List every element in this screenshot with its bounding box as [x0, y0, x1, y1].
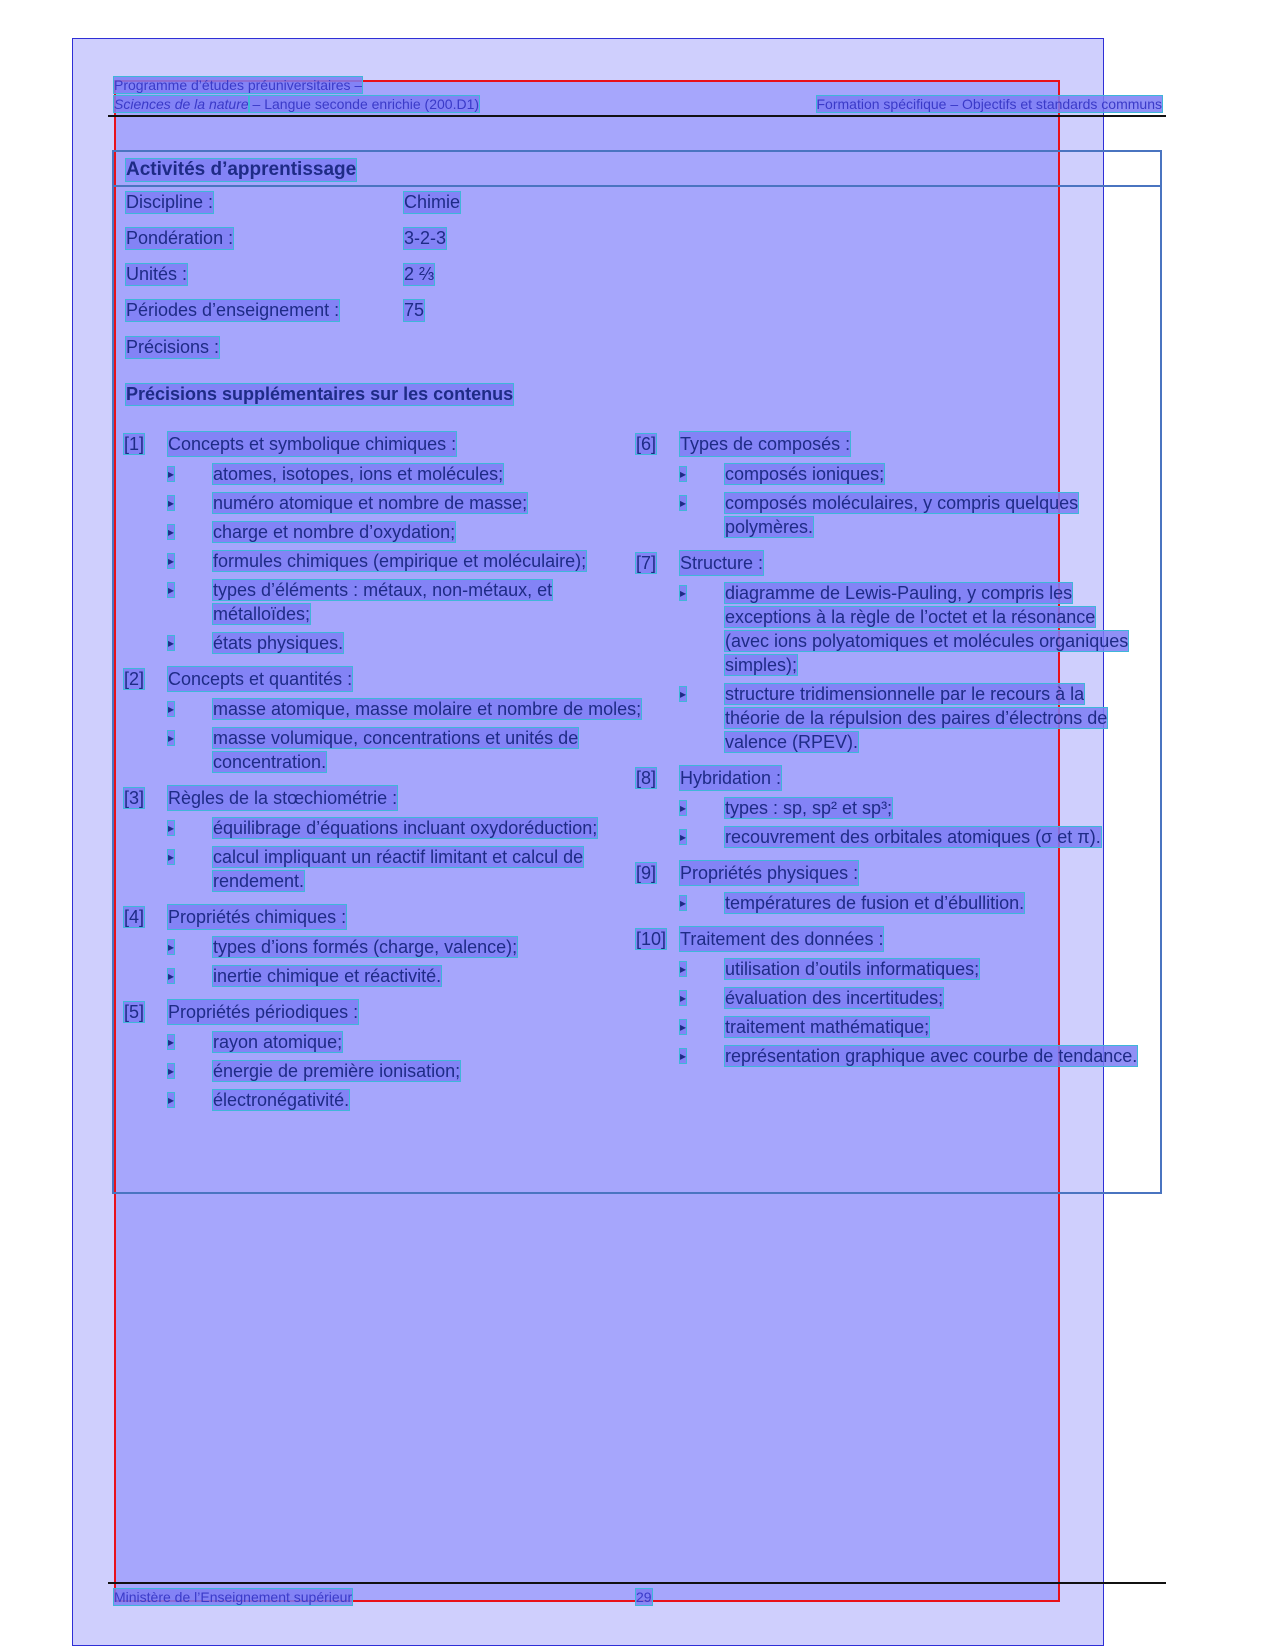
- footer-ministry: Ministère de l’Enseignement supérieur: [114, 1589, 353, 1605]
- topic-title: Structure :: [680, 553, 764, 573]
- bullet-icon: [168, 935, 213, 959]
- topic-item-list: [680, 891, 1141, 915]
- bullet-glyph: ▸: [680, 496, 687, 510]
- bullet-glyph: ▸: [168, 850, 175, 864]
- list-item-text: représentation graphique avec courbe de tendance.: [725, 1046, 1138, 1066]
- topic-heading: [636, 766, 1141, 790]
- bullet-glyph: ▸: [168, 583, 175, 597]
- list-item: [168, 631, 644, 655]
- list-item-text: évaluation des incertitudes;: [725, 988, 944, 1008]
- list-item-text: équilibrage d’équations incluant oxydoréduction;: [213, 818, 598, 838]
- bullet-glyph: ▸: [168, 1093, 175, 1107]
- topic-item-list: [680, 581, 1141, 754]
- list-item: [168, 462, 644, 486]
- topic-title: Concepts et quantités :: [168, 669, 353, 689]
- header-divider: [108, 115, 1166, 117]
- topic-heading: [124, 667, 644, 691]
- list-item-text: utilisation d’outils informatiques;: [725, 959, 980, 979]
- topic-number-text: [2]: [124, 669, 145, 689]
- topic-title: Règles de la stœchiométrie :: [168, 788, 398, 808]
- topic-title: Propriétés chimiques :: [168, 907, 347, 927]
- list-item: [680, 581, 1141, 677]
- topic-title: Propriétés physiques :: [680, 863, 859, 883]
- topic-number: [636, 432, 680, 456]
- header-right-title: Formation spécifique – Objectifs et standards communs: [816, 96, 1162, 112]
- topic-heading: [636, 432, 1141, 456]
- list-item-text: masse atomique, masse molaire et nombre de moles;: [213, 699, 642, 719]
- list-item: [168, 578, 644, 626]
- list-item-text: électronégativité.: [213, 1090, 350, 1110]
- bullet-icon: [680, 825, 725, 849]
- topic-number-text: [1]: [124, 434, 145, 454]
- meta-label-precisions: Précisions :: [126, 337, 220, 357]
- topic-heading: [124, 905, 644, 929]
- list-item-text: charge et nombre d’oxydation;: [213, 522, 456, 542]
- bullet-glyph: ▸: [168, 525, 175, 539]
- bullet-glyph: ▸: [168, 554, 175, 568]
- topic-heading: [636, 861, 1141, 885]
- list-item: [680, 796, 1141, 820]
- list-item-text: numéro atomique et nombre de masse;: [213, 493, 528, 513]
- topic-title: Types de composés :: [680, 434, 851, 454]
- bullet-icon: [168, 491, 213, 515]
- bullet-glyph: ▸: [168, 636, 175, 650]
- topic-number: [636, 551, 680, 575]
- list-item-text: diagramme de Lewis-Pauling, y compris les exceptions à la règle de l’octet et la résonance (avec ions polyatomiques et molécules organiques simples);: [725, 583, 1129, 675]
- topic-heading: [124, 1000, 644, 1024]
- list-item-text: états physiques.: [213, 633, 344, 653]
- topic-item-list: [168, 816, 644, 893]
- topic-number: [124, 905, 168, 929]
- list-item-text: recouvrement des orbitales atomiques (σ et π).: [725, 827, 1101, 847]
- bullet-icon: [168, 845, 213, 893]
- meta-label-periodes: Périodes d’enseignement :: [126, 300, 340, 320]
- meta-label-discipline: Discipline :: [126, 192, 214, 212]
- bullet-icon: [168, 520, 213, 544]
- topic-heading: [636, 551, 1141, 575]
- topic-number: [636, 861, 680, 885]
- topic-item-list: [680, 957, 1141, 1068]
- topic-number-text: [6]: [636, 434, 657, 454]
- bullet-icon: [680, 957, 725, 981]
- bullet-glyph: ▸: [168, 467, 175, 481]
- list-item: [680, 682, 1141, 754]
- list-item-text: températures de fusion et d’ébullition.: [725, 893, 1025, 913]
- list-item: [680, 462, 1141, 486]
- bullet-icon: [680, 1015, 725, 1039]
- topic-number-text: [9]: [636, 863, 657, 883]
- topic-number: [124, 786, 168, 810]
- topic-item-list: [168, 697, 644, 774]
- topic-number: [636, 766, 680, 790]
- header-program-rest: – Langue seconde enrichie (200.D1): [248, 96, 480, 112]
- list-item: [680, 825, 1141, 849]
- list-item: [680, 1044, 1141, 1068]
- list-item: [168, 697, 644, 721]
- bullet-icon: [168, 726, 213, 774]
- bullet-icon: [680, 1044, 725, 1068]
- bullet-glyph: ▸: [680, 586, 687, 600]
- topic-number: [124, 432, 168, 456]
- bullet-glyph: ▸: [168, 1064, 175, 1078]
- bullet-icon: [680, 796, 725, 820]
- topic-heading: [124, 432, 644, 456]
- list-item-text: types d’ions formés (charge, valence);: [213, 937, 518, 957]
- bullet-glyph: ▸: [680, 801, 687, 815]
- page-number: 29: [636, 1589, 652, 1605]
- meta-value-unites: 2 ⅔: [404, 264, 435, 284]
- list-item-text: types d’éléments : métaux, non-métaux, et métalloïdes;: [213, 580, 553, 624]
- bullet-icon: [168, 697, 213, 721]
- header-program-italic: Sciences de la nature: [114, 96, 249, 112]
- list-item-text: calcul impliquant un réactif limitant et calcul de rendement.: [213, 847, 584, 891]
- bullet-icon: [168, 549, 213, 573]
- meta-label-ponderation: Pondération :: [126, 228, 234, 248]
- list-item-text: composés moléculaires, y compris quelques polymères.: [725, 493, 1079, 537]
- list-item-text: formules chimiques (empirique et moléculaire);: [213, 551, 587, 571]
- list-item-text: traitement mathématique;: [725, 1017, 930, 1037]
- bullet-glyph: ▸: [168, 821, 175, 835]
- bullet-glyph: ▸: [680, 687, 687, 701]
- list-item: [680, 986, 1141, 1010]
- list-item: [680, 491, 1141, 539]
- meta-value-discipline: Chimie: [404, 192, 461, 212]
- bullet-icon: [680, 682, 725, 754]
- list-item: [168, 1059, 644, 1083]
- list-item-text: structure tridimensionnelle par le recours à la théorie de la répulsion des paires d’électrons de valence (RPEV).: [725, 684, 1108, 752]
- footer-divider: [108, 1582, 1166, 1584]
- right-column: [636, 432, 1141, 1080]
- list-item-text: atomes, isotopes, ions et molécules;: [213, 464, 504, 484]
- topic-number: [124, 1000, 168, 1024]
- topic-item-list: [168, 462, 644, 655]
- topic-number-text: [10]: [636, 929, 667, 949]
- bullet-icon: [168, 1059, 213, 1083]
- bullet-icon: [680, 581, 725, 677]
- list-item: [680, 891, 1141, 915]
- meta-value-ponderation: 3-2-3: [404, 228, 447, 248]
- list-item: [168, 1088, 644, 1112]
- list-item: [168, 491, 644, 515]
- bullet-glyph: ▸: [168, 969, 175, 983]
- bullet-icon: [168, 816, 213, 840]
- topic-title: Propriétés périodiques :: [168, 1002, 359, 1022]
- header-program-title: [114, 96, 479, 112]
- topic-number: [124, 667, 168, 691]
- list-item-text: rayon atomique;: [213, 1032, 343, 1052]
- list-item-text: types : sp, sp² et sp³;: [725, 798, 893, 818]
- bullet-icon: [680, 891, 725, 915]
- bullet-icon: [680, 462, 725, 486]
- bullet-icon: [168, 631, 213, 655]
- section-title: Activités d’apprentissage: [126, 159, 357, 180]
- topic-item-list: [680, 462, 1141, 539]
- list-item: [680, 1015, 1141, 1039]
- list-item: [168, 726, 644, 774]
- bullet-icon: [168, 1030, 213, 1054]
- bullet-glyph: ▸: [680, 1049, 687, 1063]
- bullet-glyph: ▸: [168, 1035, 175, 1049]
- list-item-text: masse volumique, concentrations et unités de concentration.: [213, 728, 579, 772]
- topic-number-text: [7]: [636, 553, 657, 573]
- list-item: [168, 1030, 644, 1054]
- bullet-glyph: ▸: [680, 896, 687, 910]
- list-item: [168, 935, 644, 959]
- list-item: [168, 845, 644, 893]
- bullet-glyph: ▸: [680, 962, 687, 976]
- left-column: [124, 432, 644, 1124]
- list-item-text: inertie chimique et réactivité.: [213, 966, 442, 986]
- topic-number-text: [8]: [636, 768, 657, 788]
- list-item-text: composés ioniques;: [725, 464, 885, 484]
- bullet-icon: [168, 462, 213, 486]
- bullet-icon: [168, 1088, 213, 1112]
- bullet-glyph: ▸: [680, 991, 687, 1005]
- topic-item-list: [680, 796, 1141, 849]
- topic-number-text: [4]: [124, 907, 145, 927]
- list-item: [168, 816, 644, 840]
- bullet-glyph: ▸: [680, 1020, 687, 1034]
- meta-label-unites: Unités :: [126, 264, 188, 284]
- list-item: [168, 964, 644, 988]
- topic-title: Concepts et symbolique chimiques :: [168, 434, 457, 454]
- header-program-line: Programme d’études préuniversitaires –: [114, 77, 363, 93]
- topic-item-list: [168, 935, 644, 988]
- bullet-glyph: ▸: [168, 496, 175, 510]
- topic-heading: [636, 927, 1141, 951]
- frame-title-divider: [112, 185, 1162, 187]
- bullet-glyph: ▸: [168, 731, 175, 745]
- bullet-glyph: ▸: [168, 940, 175, 954]
- list-item-text: énergie de première ionisation;: [213, 1061, 461, 1081]
- topic-number-text: [3]: [124, 788, 145, 808]
- bullet-glyph: ▸: [680, 830, 687, 844]
- bullet-icon: [680, 491, 725, 539]
- list-item: [680, 957, 1141, 981]
- bullet-glyph: ▸: [680, 467, 687, 481]
- bullet-glyph: ▸: [168, 702, 175, 716]
- content-subtitle: Précisions supplémentaires sur les contenus: [126, 384, 514, 404]
- topic-title: Traitement des données :: [680, 929, 884, 949]
- bullet-icon: [680, 986, 725, 1010]
- topic-number-text: [5]: [124, 1002, 145, 1022]
- bullet-icon: [168, 578, 213, 626]
- topic-number: [636, 927, 680, 951]
- list-item: [168, 549, 644, 573]
- meta-value-periodes: 75: [404, 300, 425, 320]
- topic-item-list: [168, 1030, 644, 1112]
- topic-title: Hybridation :: [680, 768, 782, 788]
- topic-heading: [124, 786, 644, 810]
- bullet-icon: [168, 964, 213, 988]
- list-item: [168, 520, 644, 544]
